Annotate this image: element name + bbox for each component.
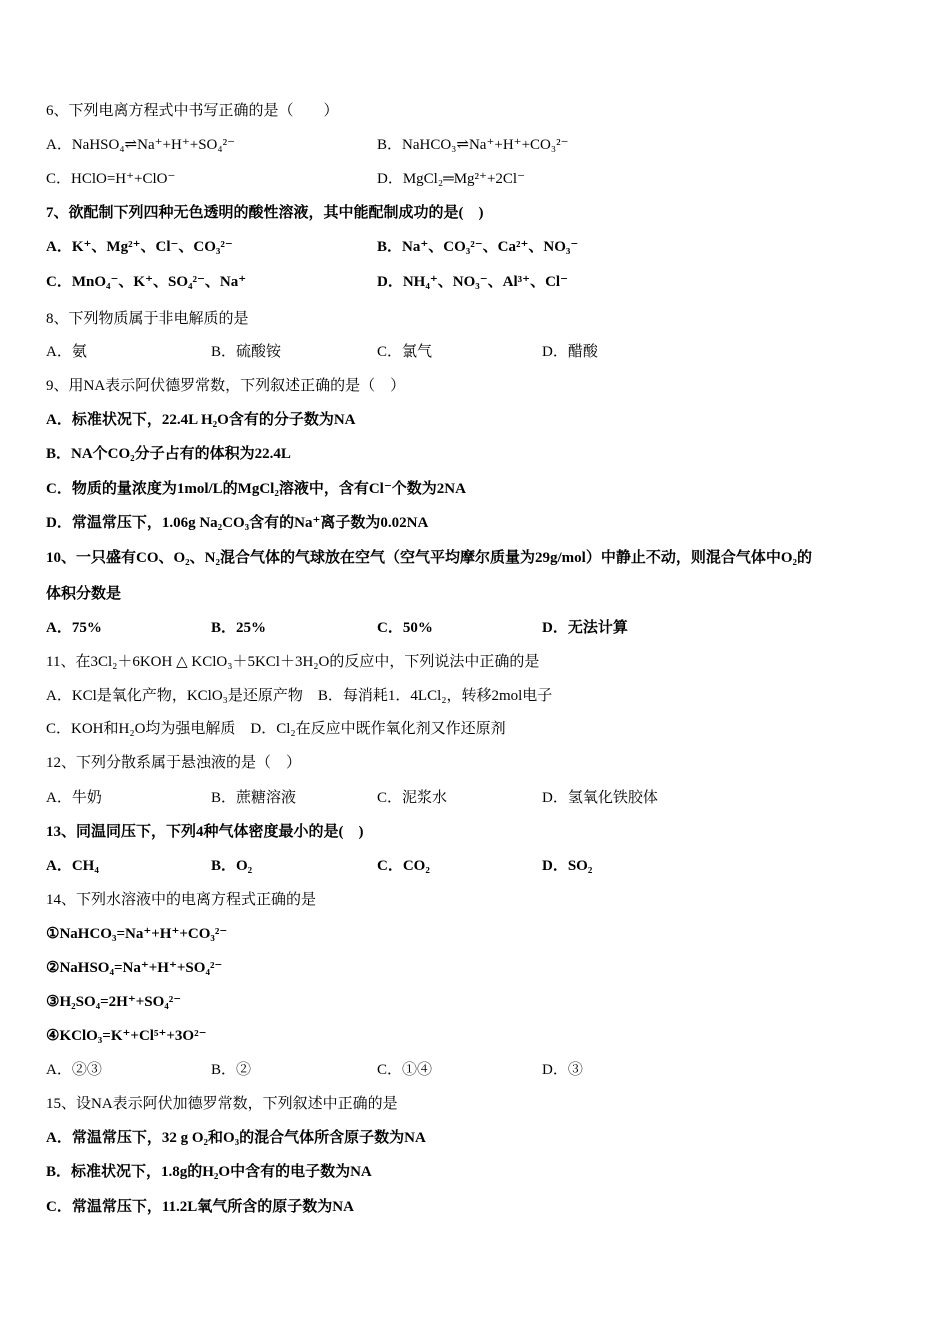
q10-option-b: B．25% <box>211 620 267 636</box>
q7-stem: 7、欲配制下列四种无色透明的酸性溶液，其中能配制成功的是( ) <box>46 205 484 221</box>
q14-option-d: D．③ <box>542 1062 583 1078</box>
q13-option-b: B．O₂ <box>211 858 253 874</box>
q9-option-a: A．标准状况下，22.4L H₂O含有的分子数为NA <box>46 412 356 428</box>
q8-option-c: C．氯气 <box>377 344 433 360</box>
q15-option-c: C．常温常压下，11.2L氧气所含的原子数为NA <box>46 1199 354 1215</box>
q7-option-d: D．NH₄⁺、NO₃⁻、Al³⁺、Cl⁻ <box>377 274 568 290</box>
q8-option-b: B．硫酸铵 <box>211 344 282 360</box>
q11-options-cd: C．KOH和H₂O均为强电解质 D．Cl₂在反应中既作氧化剂又作还原剂 <box>46 721 506 737</box>
q13-option-a: A．CH₄ <box>46 858 99 874</box>
q10-stem-line1: 10、一只盛有CO、O₂、N₂混合气体的气球放在空气（空气平均摩尔质量为29g/mol）中静止不动，则混合气体中O₂的 <box>46 550 812 566</box>
q12-option-b: B．蔗糖溶液 <box>211 790 297 806</box>
q6-stem: 6、下列电离方程式中书写正确的是（ ） <box>46 103 339 119</box>
q15-option-b: B．标准状况下，1.8g的H₂O中含有的电子数为NA <box>46 1164 372 1180</box>
q10-option-c: C．50% <box>377 620 433 636</box>
q13-option-c: C．CO₂ <box>377 858 430 874</box>
q11-options-ab: A．KCl是氧化产物，KClO₃是还原产物 B．每消耗1．4LCl₂，转移2mol电子 <box>46 688 553 704</box>
q6-option-c: C．HClO=H⁺+ClO⁻ <box>46 171 176 187</box>
q13-option-d: D．SO₂ <box>542 858 593 874</box>
q12-option-a: A．牛奶 <box>46 790 102 806</box>
q9-option-c: C．物质的量浓度为1mol/L的MgCl₂溶液中，含有Cl⁻个数为2NA <box>46 481 466 497</box>
q14-item-3: ③H₂SO₄=2H⁺+SO₄²⁻ <box>46 994 182 1010</box>
q9-option-d: D．常温常压下，1.06g Na₂CO₃含有的Na⁺离子数为0.02NA <box>46 515 429 531</box>
q8-option-a: A．氨 <box>46 344 87 360</box>
q7-option-c: C．MnO₄⁻、K⁺、SO₄²⁻、Na⁺ <box>46 274 247 290</box>
q12-option-c: C．泥浆水 <box>377 790 448 806</box>
q7-option-a: A．K⁺、Mg²⁺、Cl⁻、CO₃²⁻ <box>46 239 233 255</box>
q14-item-1: ①NaHCO₃=Na⁺+H⁺+CO₃²⁻ <box>46 926 228 942</box>
q9-option-b: B．NA个CO₂分子占有的体积为22.4L <box>46 446 291 462</box>
q10-option-d: D．无法计算 <box>542 620 628 636</box>
q7-option-b: B．Na⁺、CO₃²⁻、Ca²⁺、NO₃⁻ <box>377 239 579 255</box>
q14-item-4: ④KClO₃=K⁺+Cl⁵⁺+3O²⁻ <box>46 1028 207 1044</box>
q13-stem: 13、同温同压下，下列4种气体密度最小的是( ) <box>46 824 364 840</box>
q14-stem: 14、下列水溶液中的电离方程式正确的是 <box>46 892 317 908</box>
q11-stem: 11、在3Cl₂＋6KOH △ KClO₃＋5KCl＋3H₂O的反应中，下列说法中正确的是 <box>46 654 540 670</box>
q9-stem: 9、用NA表示阿伏德罗常数，下列叙述正确的是（ ） <box>46 378 406 394</box>
q6-option-d: D．MgCl₂═Mg²⁺+2Cl⁻ <box>377 171 526 187</box>
q8-option-d: D．醋酸 <box>542 344 598 360</box>
q8-stem: 8、下列物质属于非电解质的是 <box>46 311 249 327</box>
q15-option-a: A．常温常压下，32 g O₂和O₃的混合气体所含原子数为NA <box>46 1130 426 1146</box>
q10-stem-line2: 体积分数是 <box>46 586 122 602</box>
q6-option-b: B．NaHCO₃⇌Na⁺+H⁺+CO₃²⁻ <box>377 137 569 153</box>
q14-option-c: C．①④ <box>377 1062 433 1078</box>
q15-stem: 15、设NA表示阿伏加德罗常数，下列叙述中正确的是 <box>46 1096 398 1112</box>
q12-stem: 12、下列分散系属于悬浊液的是（ ） <box>46 755 302 771</box>
q14-item-2: ②NaHSO₄=Na⁺+H⁺+SO₄²⁻ <box>46 960 223 976</box>
q10-option-a: A．75% <box>46 620 102 636</box>
q14-option-a: A．②③ <box>46 1062 102 1078</box>
q12-option-d: D．氢氧化铁胶体 <box>542 790 658 806</box>
q6-option-a: A．NaHSO₄⇌Na⁺+H⁺+SO₄²⁻ <box>46 137 236 153</box>
q14-option-b: B．② <box>211 1062 252 1078</box>
